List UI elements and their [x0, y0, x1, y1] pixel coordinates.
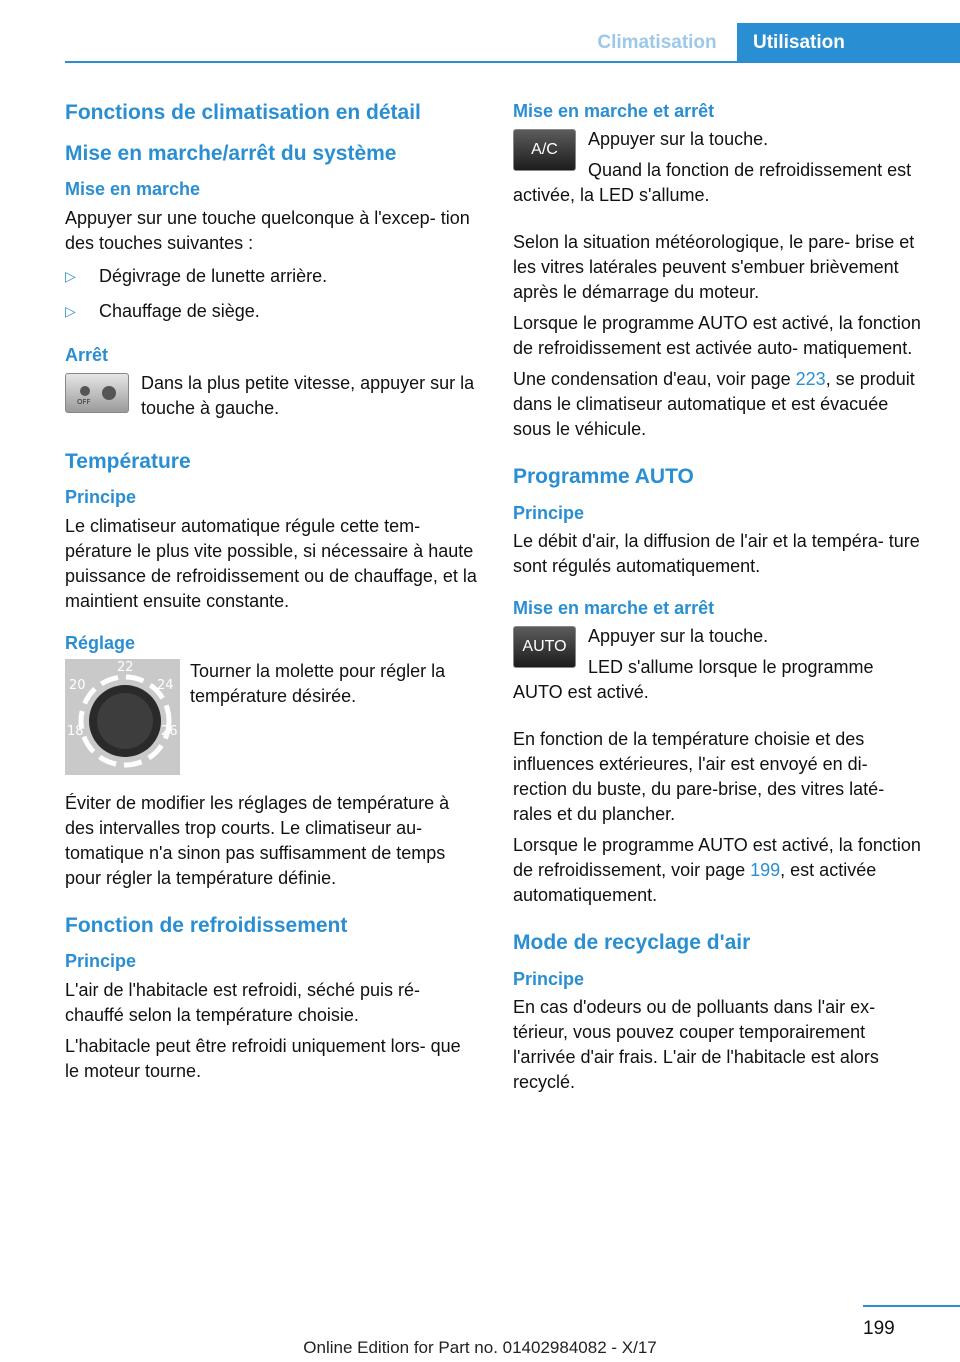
section-heading-temperature: Température — [65, 450, 191, 474]
paragraph: Éviter de modifier les réglages de température à des intervalles trop courts. Le climatiseur au- tomatique n'a sinon pas suffisamment de temps pour régler la température définie. — [65, 793, 450, 889]
paragraph-text: Une condensation d'eau, voir page — [513, 369, 796, 390]
paragraph: Tourner la molette pour régler la température désirée. — [190, 661, 446, 707]
subheading-mise-en-marche-arret: Mise en marche et arrêt — [513, 597, 715, 618]
page-number: 199 — [863, 1318, 895, 1339]
right-column — [513, 100, 925, 1101]
paragraph-text: , est activée automatiquement. — [513, 860, 877, 906]
figure-row-fan — [65, 371, 477, 427]
subheading-principe: Principe — [65, 951, 137, 972]
knob-label: 22 — [117, 660, 134, 676]
paragraph: En fonction de la température choisie et des influences extérieures, l'air est envoyé en di- rection du buste, du pare-brise, des vitres laté- rales et du plancher. — [513, 729, 885, 825]
paragraph: Dans la plus petite vitesse, appuyer sur la touche à gauche. — [141, 373, 475, 419]
knob-label: 24 — [157, 678, 174, 694]
subheading-mise-en-marche: Mise en marche — [65, 179, 201, 200]
paragraph: Quand la fonction de refroidissement est activée, la LED s'allume. — [513, 160, 912, 206]
figure-row-knob — [65, 659, 477, 775]
tab-utilisation: Utilisation — [737, 23, 960, 63]
paragraph: LED s'allume lorsque le programme AUTO est activé. — [513, 657, 874, 703]
paragraph: En cas d'odeurs ou de polluants dans l'air ex- térieur, vous pouvez couper temporairement l'arrivée d'air frais. L'air de l'habitacle est alors recyclé. — [513, 996, 879, 1092]
paragraph: Appuyer sur la touche. — [588, 129, 769, 150]
auto-button-image: AUTO — [513, 626, 576, 668]
paragraph: L'air de l'habitacle est refroidi, séché puis ré- chauffé selon la température choisie. — [65, 979, 421, 1025]
bullet-list — [65, 264, 477, 324]
figure-row-ac — [513, 127, 925, 214]
subheading-principe: Principe — [513, 968, 585, 989]
knob-label: 18 — [67, 724, 84, 740]
list-item — [65, 299, 477, 324]
subheading-mise-en-marche-arret: Mise en marche et arrêt — [513, 101, 715, 121]
figure-row-auto — [513, 624, 925, 711]
subheading-principe: Principe — [513, 502, 585, 523]
paragraph-text: , se produit dans le climatiseur automatique et est évacuée sous le véhicule. — [513, 369, 915, 440]
section-heading-system: Mise en marche/arrêt du système — [65, 142, 397, 166]
svg-text:OFF: OFF — [77, 398, 91, 407]
paragraph — [513, 367, 925, 442]
triangle-bullet-icon: ▷ — [65, 302, 76, 319]
list-item — [65, 264, 477, 289]
subheading-principe: Principe — [65, 487, 137, 508]
section-heading-auto: Programme AUTO — [513, 465, 694, 489]
paragraph — [513, 833, 925, 908]
temperature-knob-icon — [65, 659, 180, 775]
footer-edition: Online Edition for Part no. 01402984082 - X/17 — [303, 1338, 657, 1357]
tab-climatisation: Climatisation — [597, 32, 717, 53]
paragraph: Appuyer sur une touche quelconque à l'excep- tion des touches suivantes : — [65, 207, 470, 253]
left-column — [65, 100, 477, 1090]
list-item-text: Chauffage de siège. — [99, 300, 260, 321]
subheading-reglage: Réglage — [65, 632, 136, 653]
paragraph: Le climatiseur automatique régule cette tem- pérature le plus vite possible, si nécessaire à haute puissance de refroidissement ou de chauffage, et la maintient ensuite constante. — [65, 515, 477, 611]
paragraph: L'habitacle peut être refroidi uniquement lors- que le moteur tourne. — [65, 1035, 461, 1081]
paragraph: Lorsque le programme AUTO est activé, la fonction de refroidissement est activée auto- matiquement. — [513, 313, 921, 359]
paragraph: Le débit d'air, la diffusion de l'air et la tempéra- ture sont régulés automatiquement. — [513, 530, 920, 576]
section-heading-refroidissement: Fonction de refroidissement — [65, 914, 348, 938]
temperature-knob-image — [65, 659, 180, 775]
page-link[interactable]: 199 — [750, 860, 781, 881]
page-title: Fonctions de climatisation en détail — [65, 101, 421, 124]
page-link[interactable]: 223 — [795, 369, 826, 390]
triangle-bullet-icon: ▷ — [65, 267, 76, 284]
list-item-text: Dégivrage de lunette arrière. — [99, 265, 328, 286]
paragraph-text: Lorsque le programme AUTO est activé, la fonction de refroidissement, voir page — [513, 835, 921, 881]
ac-button-image: A/C — [513, 129, 576, 171]
fan-off-button-image — [65, 373, 129, 413]
fan-icon — [69, 378, 125, 408]
paragraph: Appuyer sur la touche. — [588, 626, 769, 647]
section-heading-recyclage: Mode de recyclage d'air — [513, 931, 751, 955]
knob-label: 20 — [69, 678, 86, 694]
page-number-rule — [863, 1305, 960, 1307]
knob-label: 26 — [161, 724, 178, 740]
paragraph: Selon la situation météorologique, le pare- brise et les vitres latérales peuvent s'embuer brièvement après le démarrage du moteur. — [513, 232, 915, 303]
subheading-arret: Arrêt — [65, 344, 109, 365]
header-rule — [65, 61, 960, 63]
